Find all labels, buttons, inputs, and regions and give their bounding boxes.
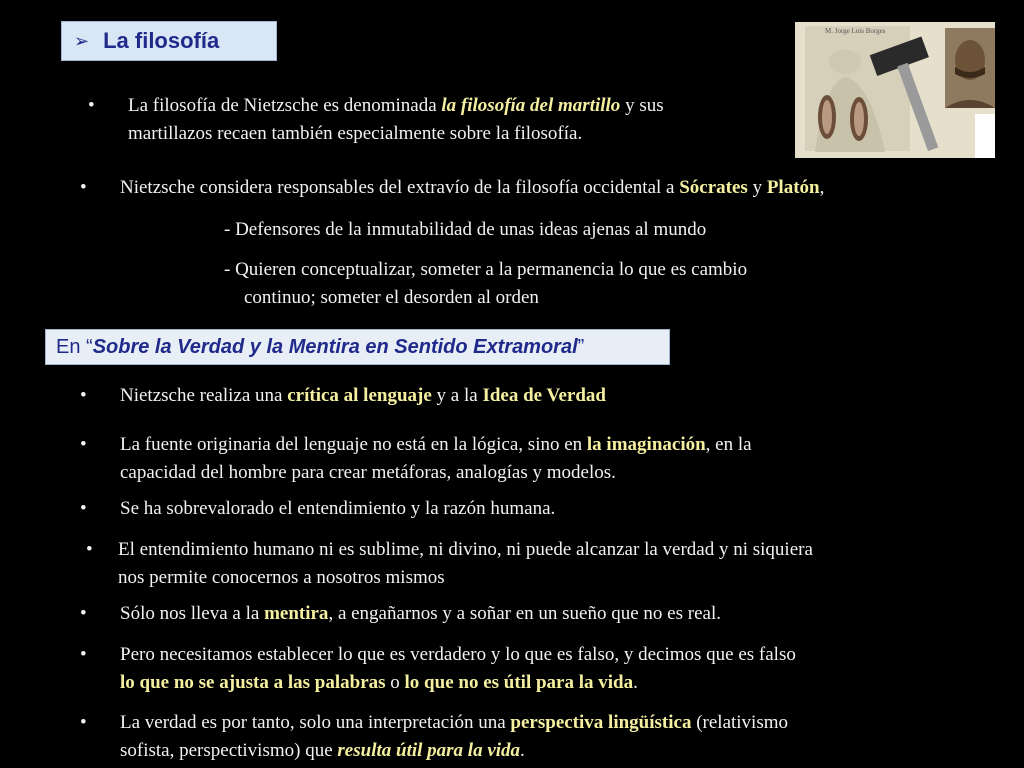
bullet-dot: • <box>80 644 87 665</box>
bullet-dot: • <box>80 603 87 624</box>
sub-point-1: - Defensores de la inmutabilidad de unas ideas ajenas al mundo <box>224 219 707 240</box>
arrow-bullet-icon: ➢ <box>74 30 90 51</box>
collage-caption: M. Jorge Luis Borges <box>825 27 886 35</box>
bullet-verdad-interpretacion: • La verdad es por tanto, solo una interpretación una perspectiva lingüística (relativismo sofista, perspectivismo) que resulta útil para la vida. <box>80 709 980 765</box>
bullet-mentira: • Sólo nos lleva a la mentira, a engañarnos y a soñar en un sueño que no es real. <box>80 600 980 628</box>
intro-bullet-2: • Nietzsche considera responsables del extravío de la filosofía occidental a Sócrates y Platón, <box>80 174 1000 202</box>
sub-point-2: - Quieren conceptualizar, someter a la permanencia lo que es cambio <box>224 259 748 280</box>
bullet-dot: • <box>80 385 87 406</box>
bullet-dot: • <box>86 539 93 560</box>
bullet-dot: • <box>80 434 87 455</box>
slide-title <box>61 21 277 61</box>
bullet-verdadero-falso: • Pero necesitamos establecer lo que es verdadero y lo que es falso, y decimos que es falso lo que no se ajusta a las palabras o lo que no es útil para la vida. <box>80 641 980 697</box>
bullet-fuente-lenguaje: • La fuente originaria del lenguaje no está en la lógica, sino en la imaginación, en la capacidad del hombre para crear metáforas, analogías y modelos. <box>80 431 980 487</box>
sub-point-2-continued: continuo; someter el desorden al orden <box>244 287 539 308</box>
slide-title-label: La filosofía <box>103 28 220 53</box>
bullet-dot: • <box>88 95 95 116</box>
bullet-sobrevalorado: • Se ha sobrevalorado el entendimiento y la razón humana. <box>80 495 980 523</box>
bullet-critica-lenguaje: • Nietzsche realiza una crítica al lenguaje y a la Idea de Verdad <box>80 382 980 410</box>
section-heading: En “ Sobre la Verdad y la Mentira en Sentido Extramoral ” <box>45 329 670 365</box>
intro-bullet-1: • La filosofía de Nietzsche es denominada la filosofía del martillo y sus martillazos recaen también especialmente sobre la filosofía. <box>88 92 788 148</box>
bullet-entendimiento: • El entendimiento humano ni es sublime, ni divino, ni puede alcanzar la verdad y ni siquiera nos permite conocernos a nosotros mismos <box>86 536 1006 592</box>
bullet-dot: • <box>80 712 87 733</box>
nietzsche-collage-image <box>795 22 995 158</box>
collage-graphic <box>795 22 995 158</box>
bullet-dot: • <box>80 498 87 519</box>
bullet-dot: • <box>80 177 87 198</box>
